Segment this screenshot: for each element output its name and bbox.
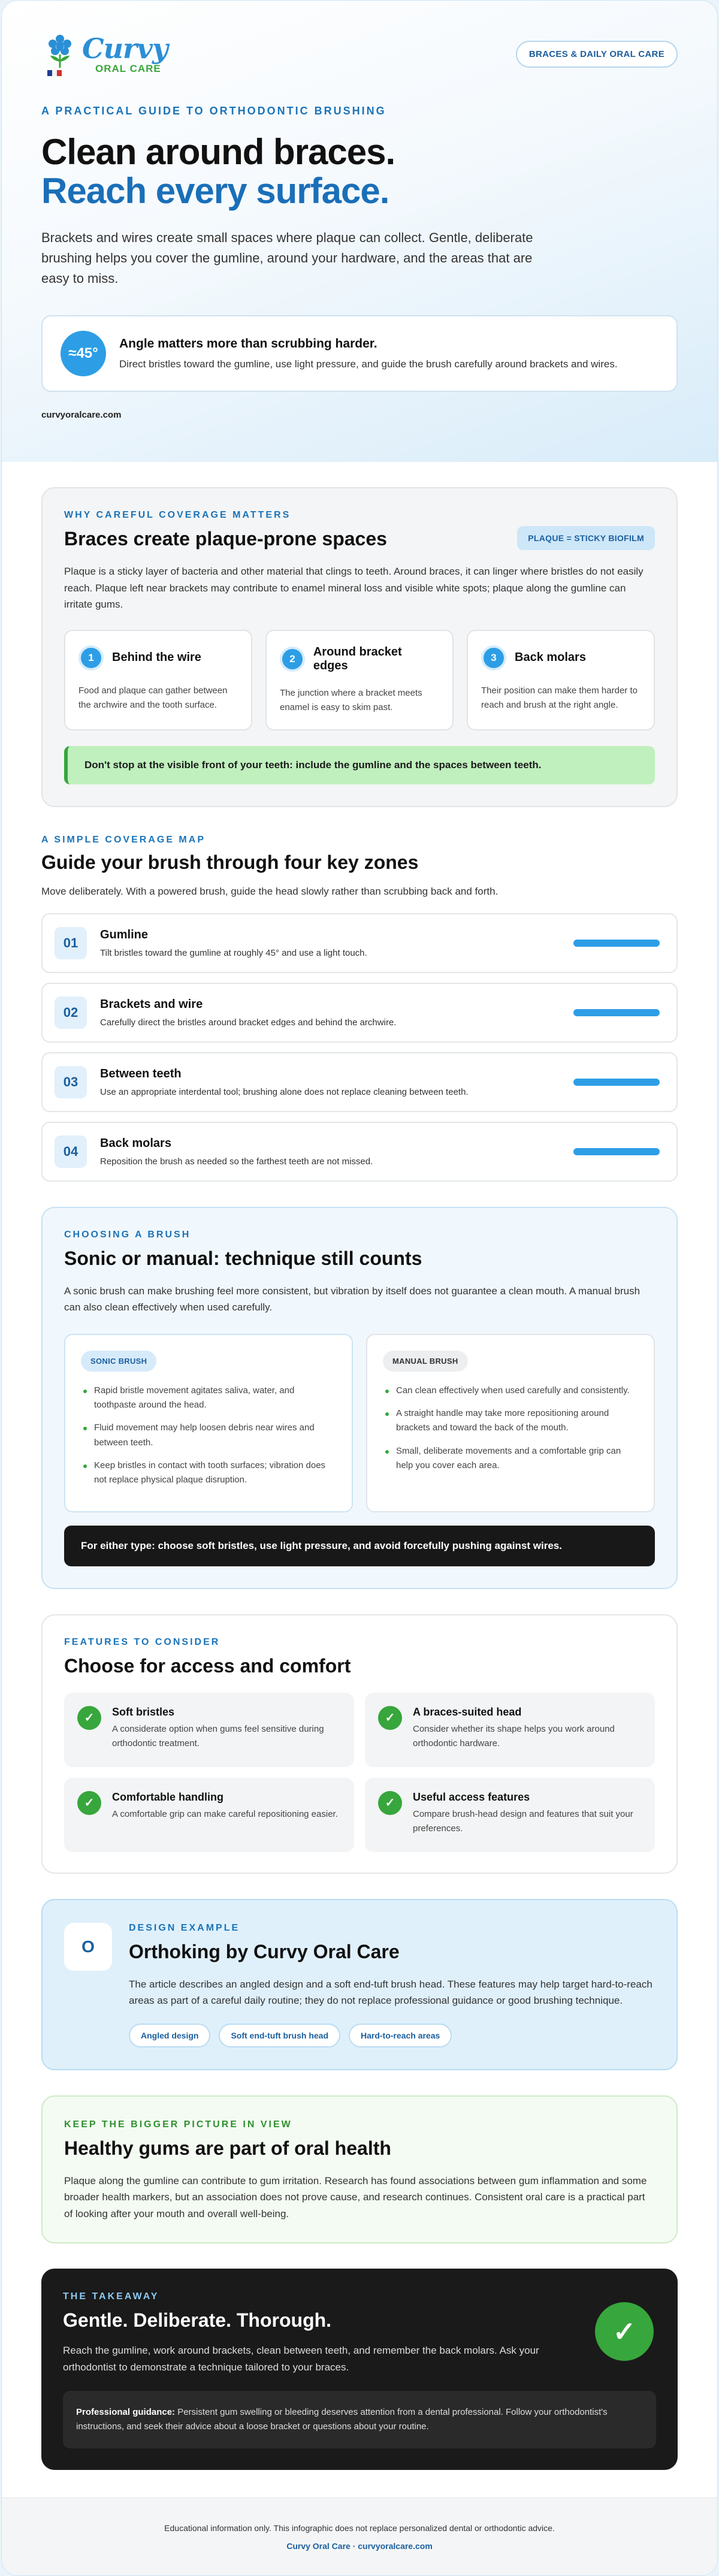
angle-callout <box>41 315 678 392</box>
choosing-banner: For either type: choose soft bristles, use light pressure, and avoid forcefully pushing against wires. <box>64 1526 655 1566</box>
feature-tag: Soft end-tuft brush head <box>219 2024 340 2047</box>
hero-title-line1: Clean around braces. <box>41 132 395 172</box>
manual-tag: MANUAL BRUSH <box>383 1351 468 1372</box>
example-title: Orthoking by Curvy Oral Care <box>129 1940 400 1962</box>
list-item: Can clean effectively when used carefully and consistently. <box>383 1384 638 1398</box>
guidance-text: Persistent gum swelling or bleeding deserves attention from a dental professional. Follow your orthodontist's instructions, and seek their advice about a loose bracket or questions about your routine. <box>76 2407 608 2432</box>
top-bar <box>41 28 678 80</box>
professional-guidance <box>63 2391 656 2448</box>
zone-number: 04 <box>55 1136 87 1168</box>
zone-bar <box>573 1009 660 1016</box>
plaque-pill: PLAQUE = STICKY BIOFILM <box>517 526 655 550</box>
guidance-label: Professional guidance: <box>76 2407 176 2418</box>
list-item: A straight handle may take more repositioning around brackets and toward the back of the mouth. <box>383 1406 638 1436</box>
zone-title: Brackets and wire <box>100 997 203 1011</box>
coverage-banner: Don't stop at the visible front of your teeth: include the gumline and the spaces between teeth. <box>64 746 655 784</box>
feature-title: Soft bristles <box>112 1705 175 1718</box>
list-item: Small, deliberate movements and a comfortable grip can help you cover each area. <box>383 1444 638 1473</box>
zone-between-teeth <box>41 1052 678 1112</box>
footer <box>2 2498 717 2575</box>
spot-description: Food and plaque can gather between the archwire and the tooth surface. <box>78 685 228 710</box>
zone-title: Gumline <box>100 928 149 941</box>
brand-subtitle: ORAL CARE <box>95 62 161 74</box>
design-example-section <box>41 1899 678 2070</box>
feature-description: A comfortable grip can make careful repositioning easier. <box>112 1808 338 1819</box>
gums-body: Plaque along the gumline can contribute to gum irritation. Research has found associations between gum inflammation and some broader health markers, but an association does not prove cause, and research continues. Consistent oral care is a practical part of looking after your mouth and overall well-being. <box>64 2175 647 2219</box>
example-eyebrow: DESIGN EXAMPLE <box>129 1922 240 1933</box>
check-icon: ✓ <box>595 2302 654 2361</box>
takeaway-body: Reach the gumline, work around brackets, clean between teeth, and remember the back molars. Ask your orthodontist to demonstrate a technique tailored to your braces. <box>63 2345 539 2373</box>
check-icon: ✓ <box>378 1706 402 1730</box>
feature-title: Useful access features <box>413 1790 530 1803</box>
angle-description: Direct bristles toward the gumline, use light pressure, and guide the brush carefully around brackets and wires. <box>119 358 618 370</box>
feature-tag: Angled design <box>129 2024 210 2047</box>
spot-title: Behind the wire <box>112 651 201 665</box>
takeaway-eyebrow: THE TAKEAWAY <box>63 2291 159 2302</box>
zone-number: 02 <box>55 996 87 1029</box>
list-item: Rapid bristle movement agitates saliva, water, and toothpaste around the head. <box>81 1384 336 1413</box>
zone-bar <box>573 940 660 947</box>
hero-section <box>2 1 717 462</box>
map-lead: Move deliberately. With a powered brush, guide the head slowly rather than scrubbing back and forth. <box>41 885 499 897</box>
feature-title: A braces-suited head <box>413 1705 522 1718</box>
infographic-page <box>1 0 718 2576</box>
zone-back-molars <box>41 1122 678 1182</box>
feature-comfortable-handling <box>64 1778 354 1852</box>
spot-number: 3 <box>481 645 506 671</box>
coverage-section <box>41 487 678 807</box>
zone-bar <box>573 1148 660 1155</box>
zone-title: Between teeth <box>100 1067 182 1080</box>
feature-description: A considerate option when gums feel sensitive during orthodontic treatment. <box>112 1723 324 1748</box>
map-eyebrow: A SIMPLE COVERAGE MAP <box>41 834 206 845</box>
features-eyebrow: FEATURES TO CONSIDER <box>64 1636 220 1647</box>
choosing-eyebrow: CHOOSING A BRUSH <box>64 1229 191 1240</box>
takeaway-section <box>41 2269 678 2470</box>
product-icon: O <box>64 1923 112 1971</box>
check-icon: ✓ <box>77 1791 101 1815</box>
takeaway-title: Gentle. Deliberate. Thorough. <box>63 2309 332 2332</box>
feature-soft-bristles <box>64 1693 354 1767</box>
spot-card-bracket-edges <box>265 630 454 730</box>
tooth-flower-icon <box>41 31 78 77</box>
zone-title: Back molars <box>100 1136 171 1150</box>
angle-badge: ≈45° <box>61 331 106 376</box>
angle-title: Angle matters more than scrubbing harder. <box>119 336 377 351</box>
feature-access <box>365 1778 655 1852</box>
choosing-title: Sonic or manual: technique still counts <box>64 1247 422 1269</box>
spot-description: Their position can make them harder to reach and brush at the right angle. <box>481 685 638 710</box>
zone-gumline <box>41 913 678 973</box>
brand-wordmark <box>82 32 168 74</box>
feature-tag: Hard-to-reach areas <box>349 2024 452 2047</box>
features-section <box>41 1614 678 1874</box>
gums-title: Healthy gums are part of oral health <box>64 2137 391 2159</box>
zone-number: 03 <box>55 1066 87 1098</box>
spot-title: Around bracket edges <box>313 645 402 672</box>
check-icon: ✓ <box>378 1791 402 1815</box>
choosing-body: A sonic brush can make brushing feel more consistent, but vibration by itself does not guarantee a clean mouth. A manual brush can also clean effectively when used carefully. <box>64 1285 641 1313</box>
check-icon: ✓ <box>77 1706 101 1730</box>
zone-brackets-wire <box>41 983 678 1043</box>
list-item: Fluid movement may help loosen debris near wires and between teeth. <box>81 1421 336 1450</box>
map-title: Guide your brush through four key zones <box>41 851 419 873</box>
choosing-brush-section <box>41 1207 678 1589</box>
feature-braces-head <box>365 1693 655 1767</box>
website-link[interactable]: curvyoralcare.com <box>41 409 122 420</box>
coverage-body: Plaque is a sticky layer of bacteria and other material that clings to teeth. Around braces, it can linger where bristles do not easily reach. Plaque left near brackets may contribute to enamel mineral loss and visible white spots; plaque along the gumline can irritate gums. <box>64 566 644 611</box>
gums-eyebrow: KEEP THE BIGGER PICTURE IN VIEW <box>64 2119 292 2130</box>
hero-title-line2: Reach every surface. <box>41 170 389 211</box>
feature-description: Compare brush-head design and features that suit your preferences. <box>413 1808 633 1834</box>
topic-pill: BRACES & DAILY ORAL CARE <box>516 41 678 68</box>
feature-description: Consider whether its shape helps you work around orthodontic hardware. <box>413 1723 615 1748</box>
spot-card-behind-wire <box>64 630 252 730</box>
zone-description: Tilt bristles toward the gumline at roughly 45° and use a light touch. <box>100 947 367 958</box>
zone-description: Use an appropriate interdental tool; brushing alone does not replace cleaning between teeth. <box>100 1086 469 1097</box>
brand-name: Curvy <box>82 32 168 65</box>
zone-description: Reposition the brush as needed so the farthest teeth are not missed. <box>100 1156 373 1167</box>
zone-number: 01 <box>55 927 87 959</box>
spot-description: The junction where a bracket meets enamel is easy to skim past. <box>280 687 422 712</box>
list-item: Keep bristles in contact with tooth surfaces; vibration does not replace physical plaque disruption. <box>81 1458 336 1488</box>
feature-title: Comfortable handling <box>112 1790 223 1803</box>
coverage-title: Braces create plaque-prone spaces <box>64 528 387 549</box>
brand-logo[interactable] <box>41 28 172 80</box>
footer-disclaimer: Educational information only. This infographic does not replace personalized dental or orthodontic advice. <box>164 2523 555 2533</box>
spot-number: 1 <box>78 645 104 671</box>
hero-lead: Brackets and wires create small spaces where plaque can collect. Gentle, deliberate brushing helps you cover the gumline, around your hardware, and the areas that are easy to miss. <box>41 229 533 286</box>
gum-health-section <box>41 2095 678 2244</box>
features-title: Choose for access and comfort <box>64 1654 351 1677</box>
spot-card-back-molars <box>467 630 655 730</box>
manual-brush-card <box>366 1334 655 1512</box>
sonic-brush-card <box>64 1334 353 1512</box>
footer-brand-link[interactable]: Curvy Oral Care · curvyoralcare.com <box>286 2541 433 2551</box>
coverage-eyebrow: WHY CAREFUL COVERAGE MATTERS <box>64 510 291 520</box>
example-body: The article describes an angled design and a soft end-tuft brush head. These features may help target hard-to-reach areas as part of a careful daily routine; they do not replace professional guidance or good brushing technique. <box>129 1978 652 2007</box>
zone-description: Carefully direct the bristles around bracket edges and behind the archwire. <box>100 1017 397 1028</box>
spot-title: Back molars <box>515 651 586 665</box>
coverage-map-section <box>41 835 678 1182</box>
sonic-tag: SONIC BRUSH <box>81 1351 156 1372</box>
spot-number: 2 <box>280 647 305 672</box>
hero-eyebrow: A PRACTICAL GUIDE TO ORTHODONTIC BRUSHING <box>41 105 386 117</box>
zone-bar <box>573 1079 660 1086</box>
